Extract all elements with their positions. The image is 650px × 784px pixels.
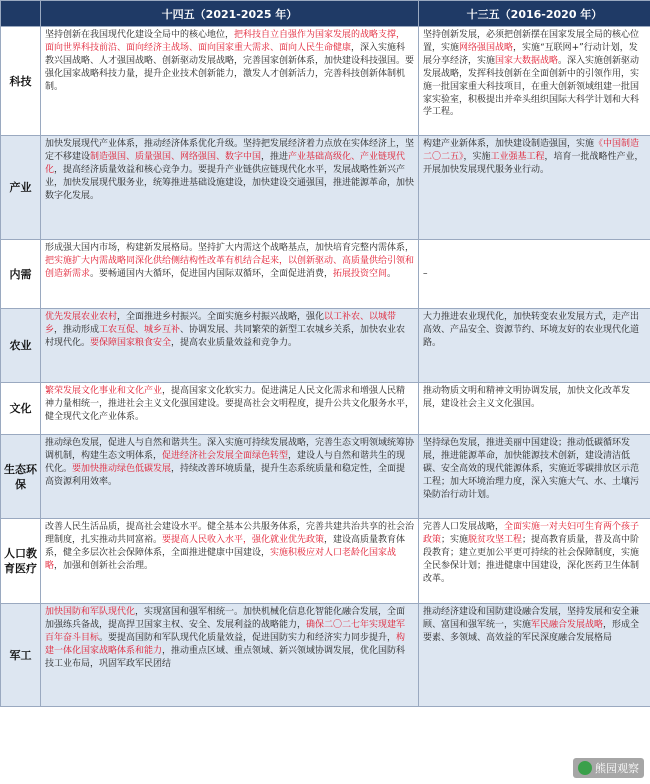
highlight-text: 脱贫攻坚工程 — [468, 534, 523, 545]
highlight-text: 军民融合发展战略 — [531, 619, 604, 630]
cell-14th-plan — [41, 27, 419, 136]
body-text: 大力推进农业现代化，加快转变农业发展方式，走产出高效、产品安全、资源节约、环境友好的农业现代化道路。 — [423, 312, 640, 348]
cell-13th-plan — [419, 240, 650, 309]
row-category: 产业 — [1, 136, 41, 240]
body-text: 坚持绿色发展，推进美丽中国建设；推动低碳循环发展，推进能源革命，加快能源技术创新，建设清洁低碳、安全高效的现代能源体系，实施近零碳排放区示范工程；加大环境治理力度，深入实施大气、水、土壤污染防治行动计划。 — [423, 438, 640, 500]
table-row — [1, 136, 650, 240]
cell-14th-plan — [41, 519, 419, 604]
body-text: ，深入实施科教兴国战略、人才强国战略、创新驱动发展战略，完善国家创新体系，加快建设科技强国。要强化国家战略科技力量，提升企业技术创新能力，激发人才创新活力，完善科技创新体制机制。 — [45, 42, 415, 92]
highlight-text: 把科技自立自强作为国家发展的战略支撑，面向世界科技前沿、面向经济主战场、面向国家重大需求、面向人民生命健康 — [45, 30, 406, 53]
body-text: ，推动形成 — [54, 324, 100, 335]
cell-13th-plan — [419, 27, 650, 136]
row-category: 文化 — [1, 383, 41, 435]
highlight-text: 产业基础高级化、产业链现代化 — [45, 151, 406, 175]
cell-13th-plan — [419, 309, 650, 383]
body-text: ，提高国家文化软实力。促进满足人民文化需求和增强人民精神力量相统一，推进社会主义文化强国建设。要提高社会文明程度，提升公共文化服务水平，健全现代文化产业体系。 — [45, 386, 415, 422]
header-14th-plan: 十四五（2021-2025 年） — [41, 1, 419, 27]
cell-14th-plan — [41, 136, 419, 240]
table-row — [1, 309, 650, 383]
cell-14th-plan — [41, 240, 419, 309]
highlight-text: 要保障国家粮食安全 — [90, 337, 172, 348]
body-text: 加快发展现代产业体系，推动经济体系优化升级。坚持把发展经济着力点放在实体经济上，坚定不移建设 — [45, 139, 415, 162]
highlight-text: 把实施扩大内需战略同深化供给侧结构性改革有机结合起来，以创新驱动、高质量供给引领和创造新需求 — [45, 255, 415, 279]
highlight-text: 实施积极应对人口老龄化国家战略 — [45, 547, 397, 571]
highlight-text: 要提高人民收入水平，强化就业优先政策 — [162, 534, 325, 545]
highlight-text: 拓展投资空间 — [333, 268, 388, 279]
highlight-text: 全面实施一对夫妇可生育两个孩子政策 — [423, 522, 640, 545]
table-row — [1, 519, 650, 604]
watermark-text: 熊园观察 — [595, 762, 639, 775]
cell-14th-plan — [41, 604, 419, 707]
body-text: 、协调发展、共同繁荣的新型工农城乡关系，加快农业农村现代化。 — [45, 324, 406, 348]
table-row — [1, 27, 650, 136]
row-category: 科技 — [1, 27, 41, 136]
body-text: ，实现富国和强军相统一。加快机械化信息化智能化融合发展，全面加强练兵备战，提高捍卫国家主权、安全、发展利益的战略能力， — [45, 607, 406, 630]
body-text: 推动物质文明和精神文明协调发展，加快文化改革发展，建设社会主义文化强国。 — [423, 386, 631, 409]
row-category: 内需 — [1, 240, 41, 309]
cell-14th-plan — [41, 435, 419, 519]
header-13th-plan: 十三五（2016-2020 年） — [419, 1, 650, 27]
body-text: ，形成全要素、多领域、高效益的军民深度融合发展格局 — [423, 619, 640, 643]
body-text: 坚持创新在我国现代化建设全局中的核心地位， — [45, 30, 235, 40]
cell-14th-plan — [41, 309, 419, 383]
body-text: 。 — [387, 268, 397, 279]
body-text: 改善人民生活品质，提高社会建设水平。健全基本公共服务体系，完善共建共治共享的社会治理制度，扎实推动共同富裕。 — [45, 522, 415, 545]
highlight-text: 确保二〇二七年实现建军百年奋斗目标 — [45, 619, 406, 643]
table-row — [1, 240, 650, 309]
body-text: ，培育一批战略性产业，开展加快发展现代服务业行动。 — [423, 151, 644, 175]
row-category: 生态环保 — [1, 435, 41, 519]
body-text: ，实施 — [463, 151, 491, 162]
body-text: ，提高农业质量效益和竞争力。 — [171, 337, 298, 348]
body-text: 。要提高国防和军队现代化质量效益，促进国防实力和经济实力同步提升， — [99, 632, 397, 643]
body-text: ，加强和创新社会治理。 — [54, 560, 154, 571]
body-text: 完善人口发展战略， — [423, 522, 505, 532]
watermark — [573, 758, 644, 778]
body-text: 构建产业新体系，加快建设制造强国，实施 — [423, 139, 595, 149]
body-text: – — [423, 268, 428, 279]
body-text: ，建设人与自然和谐共生的现代化。 — [45, 450, 406, 474]
table-row — [1, 604, 650, 707]
table-header-row — [1, 1, 650, 27]
highlight-text: 工业强基工程 — [490, 151, 545, 162]
highlight-text: 优先发展农业农村 — [45, 312, 118, 322]
body-text: ，推动重点区域、重点领域、新兴领域协调发展，优化国防科技工业布局，巩固军政军民团结 — [45, 645, 406, 669]
body-text: 推动绿色发展，促进人与自然和谐共生。深入实施可持续发展战略，完善生态文明领域统筹协调机制，构建生态文明体系， — [45, 438, 415, 461]
body-text: 推动经济建设和国防建设融合发展，坚持发展和安全兼顾、富国和强军统一，实施 — [423, 607, 640, 630]
highlight-text: 要加快推动绿色低碳发展 — [72, 463, 172, 474]
body-text: ；实施 — [441, 534, 469, 545]
highlight-text: 工农互促、城乡互补 — [99, 324, 181, 335]
cell-13th-plan — [419, 383, 650, 435]
body-text: 形成强大国内市场，构建新发展格局。坚持扩大内需这个战略基点，加快培育完整内需体系， — [45, 243, 415, 253]
row-category: 人口教育医疗 — [1, 519, 41, 604]
highlight-text: 促进经济社会发展全面绿色转型 — [162, 450, 289, 461]
body-text: ，提高经济质量效益和核心竞争力。要提升产业链供应链现代化水平，发展战略性新兴产业，加快发展现代服务业，统筹推进基础设施建设，加快建设交通强国，推进能源革命，加快数字化发展。 — [45, 164, 415, 201]
highlight-text: 国家大数据战略 — [495, 55, 559, 66]
body-text: ，全面推进乡村振兴。全面实施乡村振兴战略，强化 — [117, 312, 325, 322]
highlight-text: 制造强国、质量强国、网络强国、数字中国 — [90, 151, 262, 162]
table-body — [1, 27, 650, 707]
row-category: 军工 — [1, 604, 41, 707]
cell-13th-plan — [419, 136, 650, 240]
body-text: ，持续改善环境质量，提升生态系统质量和稳定性，全面提高资源利用效率。 — [45, 463, 406, 487]
highlight-text: 《中国制造二〇二五》 — [423, 139, 640, 162]
highlight-text: 以工补农、以城带乡 — [45, 312, 397, 335]
highlight-text: 加快国防和军队现代化 — [45, 607, 136, 617]
body-text: ，实施“互联网+”行动计划，发展分享经济，实施 — [423, 42, 638, 66]
highlight-text: 网络强国战略 — [459, 42, 514, 53]
table-row — [1, 435, 650, 519]
body-text: ，推进 — [261, 151, 289, 162]
cell-13th-plan — [419, 519, 650, 604]
cell-14th-plan — [41, 383, 419, 435]
body-text: 。要畅通国内大循环，促进国内国际双循环，全面促进消费， — [90, 268, 334, 279]
cell-13th-plan — [419, 604, 650, 707]
body-text: ；提高教育质量，普及高中阶段教育；建立更加公平更可持续的社会保障制度，实施全民参保计划；推进健康中国建设，深化医药卫生体制改革。 — [423, 534, 640, 584]
wechat-icon — [578, 761, 592, 775]
highlight-text: 繁荣发展文化事业和文化产业 — [45, 386, 163, 396]
highlight-text: 构建一体化国家战略体系和能力 — [45, 632, 406, 656]
cell-13th-plan — [419, 435, 650, 519]
header-category — [1, 1, 41, 27]
body-text: ，建设高质量教育体系，健全多层次社会保障体系，全面推进健康中国建设， — [45, 534, 406, 558]
body-text: 坚持创新发展，必须把创新摆在国家发展全局的核心位置，实施 — [423, 30, 640, 53]
table-row — [1, 383, 650, 435]
body-text: 。深入实施创新驱动发展战略，发挥科技创新在全面创新中的引领作用，实施一批国家重大科技项目，在重大创新领域组建一批国家实验室，积极提出并牵头组织国际大科学计划和大科学工程。 — [423, 55, 640, 118]
row-category: 农业 — [1, 309, 41, 383]
